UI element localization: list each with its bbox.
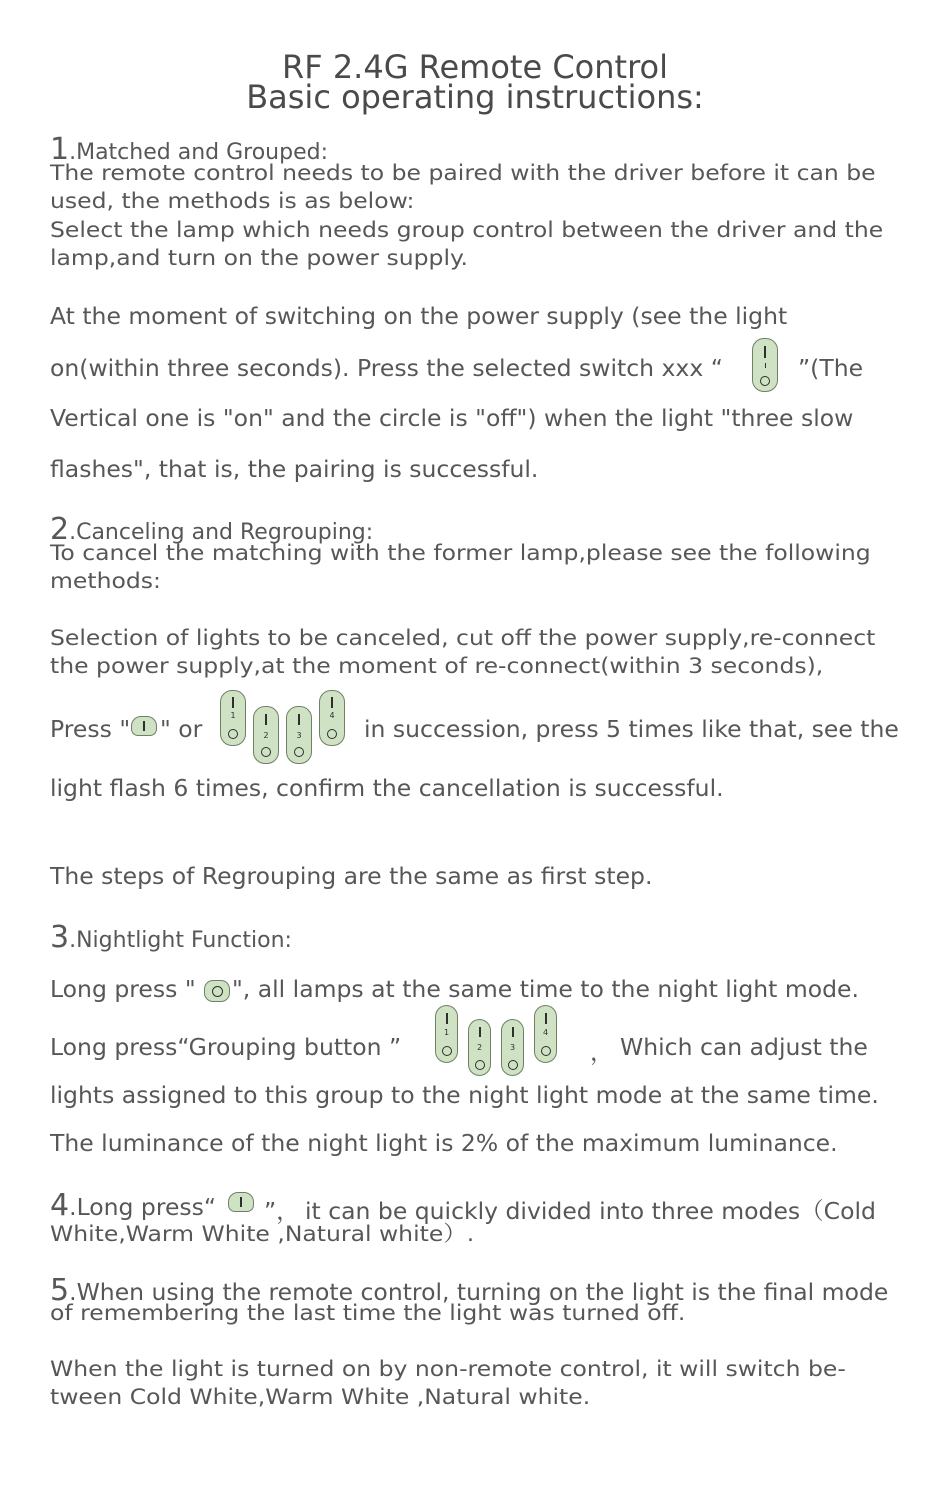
section-title: .Matched and Grouped: (69, 140, 328, 165)
off-button-icon (204, 980, 230, 1002)
section-number: 3 (50, 920, 70, 955)
group-number: 2 (263, 731, 269, 740)
group-4-switch-icon (319, 690, 345, 746)
s3-line-4: The luminance of the night light is 2% of the maximum luminance. (50, 1129, 838, 1157)
s2-press-text-a: Press " (50, 715, 131, 743)
group-number: 4 (542, 1028, 549, 1037)
s4-heading-b: ”， (264, 1197, 300, 1225)
s4-line-2: White,Warm White ,Natural white）. (50, 1220, 475, 1247)
s1-para-line-4: flashes", that is, the pairing is successful. (50, 455, 539, 483)
s5-line-2: of remembering the last time the light was turned off. (50, 1300, 686, 1326)
group-2-switch-icon (468, 1019, 491, 1076)
s1-line-1: The remote control needs to be paired with the driver before it can be (50, 160, 876, 186)
s4-heading-c: it can be quickly divided into three modes（Cold (305, 1197, 876, 1225)
group-number: 3 (509, 1043, 516, 1052)
section-number: 4 (50, 1188, 70, 1223)
s3-long-press-b: ", all lamps at the same time to the night light mode. (232, 975, 859, 1003)
group-number: 1 (443, 1028, 450, 1037)
s2-regroup-line: The steps of Regrouping are the same as first step. (50, 862, 653, 890)
section-title: .Long press“ (69, 1193, 217, 1221)
group-number: 4 (329, 711, 335, 720)
group-number: 2 (476, 1043, 483, 1052)
group-number: 3 (296, 731, 302, 740)
on-off-switch-icon (752, 338, 778, 392)
s1-line-2: used, the methods is as below: (50, 188, 415, 214)
group-4-switch-icon (534, 1005, 557, 1063)
s3-long-press-a: Long press " (50, 975, 196, 1003)
s2-line-2: methods: (50, 568, 161, 594)
s2-para-line-2: the power supply,at the moment of re-connect(within 3 seconds), (50, 653, 824, 679)
group-1-switch-icon (220, 690, 246, 746)
on-button-icon (228, 1192, 254, 1212)
section-number: 2 (50, 512, 70, 547)
s1-para-line-2-end: ”(The (798, 354, 864, 382)
s5-para-line-1: When the light is turned on by non-remote control, it will switch be- (50, 1356, 846, 1382)
s2-press-text-b: " or (160, 715, 203, 743)
s2-press-text-c: in succession, press 5 times like that, see the (364, 715, 899, 743)
s2-para-line-1: Selection of lights to be canceled, cut off the power supply,re-connect (50, 625, 876, 651)
section-number: 5 (50, 1273, 70, 1308)
section-title: .Canceling and Regrouping: (69, 520, 374, 545)
group-number: 1 (230, 711, 236, 720)
s3-grouping-c: Which can adjust the (620, 1033, 868, 1061)
s2-line-1: To cancel the matching with the former lamp,please see the following (50, 540, 871, 566)
title-line-1: RF 2.4G Remote Control (282, 48, 668, 86)
s1-para-line-1: At the moment of switching on the power supply (see the light (50, 302, 788, 330)
s1-line-4: lamp,and turn on the power supply. (50, 245, 469, 271)
section-title: .When using the remote control, turning on the light is the final mode (69, 1278, 889, 1306)
on-button-icon (131, 716, 157, 736)
section-title: .Nightlight Function: (69, 928, 292, 953)
s2-flash-line: light flash 6 times, confirm the cancellation is successful. (50, 774, 724, 802)
group-3-switch-icon (501, 1019, 524, 1076)
group-3-switch-icon (286, 706, 312, 764)
section-number: 1 (50, 132, 70, 167)
section-3-heading (50, 920, 292, 955)
group-2-switch-icon (253, 706, 279, 764)
s5-para-line-2: tween Cold White,Warm White ,Natural white. (50, 1384, 591, 1410)
s3-grouping-a: Long press“Grouping button ” (50, 1033, 402, 1061)
group-1-switch-icon (435, 1005, 458, 1063)
title-line-2: Basic operating instructions: (246, 78, 704, 116)
s1-para-line-3: Vertical one is "on" and the circle is "off") when the light "three slow (50, 404, 854, 432)
s3-grouping-comma: ， (590, 1038, 614, 1066)
s1-line-3: Select the lamp which needs group control between the driver and the (50, 217, 884, 243)
s1-para-line-2: on(within three seconds). Press the selected switch xxx “ (50, 354, 723, 382)
s3-line-3: lights assigned to this group to the night light mode at the same time. (50, 1081, 879, 1109)
